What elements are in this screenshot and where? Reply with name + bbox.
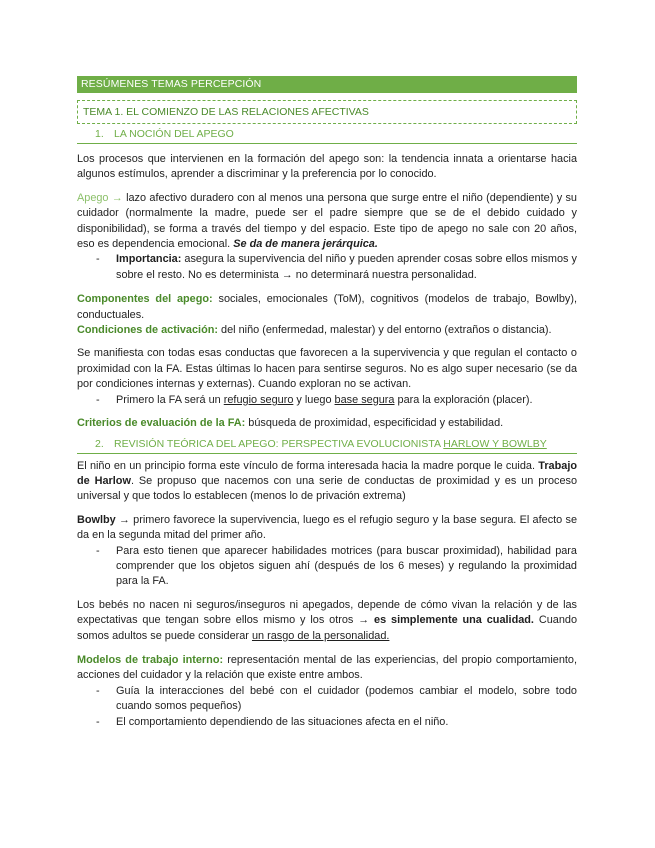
paragraph-bebes: Los bebés no nacen ni seguros/inseguros ni apegados, depende de cómo vivan la relación y de las expectativas que tengan sobre ellos mismo y los otros → es simplemente una cualidad. Cuando somos adultos se puede considerar un rasgo de la personalidad. [77, 598, 578, 642]
bullet-list-2 [77, 393, 577, 408]
list-item: - El comportamiento dependiendo de las situaciones afecta en el niño. [96, 715, 449, 728]
paragraph-manifiesta: Se manifiesta con todas esas conductas que favorecen a la supervivencia y que regulan el contacto o proximidad con la FA. Estas últimas lo hacen para sentirse seguros. No es algo super necesario (se da por condiciones internas y externas). Cuando exploran no se activan. [77, 347, 577, 391]
paragraph-harlow: El niño en un principio forma este vínculo de forma interesada hacia la madre porque le cuida. Trabajo de Harlow. Se propuso que nacemos con una serie de conductas de proximidad y es un proceso universal y que todos lo establecen (menos lo de privación extrema) [77, 459, 577, 503]
bullet-list-3 [77, 544, 577, 590]
section-heading-2: 2. REVISIÓN TEÓRICA DEL APEGO: PERSPECTIVA EVOLUCIONISTA HARLOW Y BOWLBY [77, 437, 577, 454]
term-apego: Apego → [77, 191, 123, 204]
paragraph-componentes: Componentes del apego: sociales, emocionales (ToM), cognitivos (modelos de trabajo, Bowlby), conductuales. [77, 293, 578, 321]
section-number: 1. [95, 128, 104, 140]
section-heading-1 [77, 127, 577, 144]
section-title: LA NOCIÓN DEL APEGO [114, 128, 234, 140]
bullet-list-1 [77, 252, 577, 283]
list-item: - Guía la interacciones del bebé con el cuidador (podemos cambiar el modelo, sobre todo cuando somos pequeños) [96, 684, 577, 713]
paragraph-criterios: Criterios de evaluación de la FA: búsqueda de proximidad, especificidad y estabilidad. [77, 417, 504, 430]
paragraph-procesos: Los procesos que intervienen en la formación del apego son: la tendencia innata a orientarse hacia algunos estímulos, aprender a discriminar y la preferencia por lo conocido. [77, 153, 577, 181]
list-item: - Importancia: asegura la supervivencia del niño y pueden aprender cosas sobre ellos mismos y sobre el resto. No es determinista → no determinará nuestra personalidad. [96, 253, 577, 281]
document-title-banner: RESÚMENES TEMAS PERCEPCIÓN [77, 76, 577, 93]
bullet-list-4 [77, 684, 577, 730]
paragraph-modelos: Modelos de trabajo interno: representación mental de las experiencias, del propio comportamiento, acciones del cuidador y la relación que existe entre ambos. [77, 653, 577, 682]
list-item: - Primero la FA será un refugio seguro y luego base segura para la exploración (placer). [96, 393, 533, 406]
paragraph-condiciones: Condiciones de activación: del niño (enfermedad, malestar) y del entorno (extraños o distancia). [77, 324, 552, 337]
document-page [77, 76, 577, 730]
list-item: - Para esto tienen que aparecer habilidades motrices (para buscar proximidad), habilidad para comprender que los objetos siguen ahí (después de los 6 meses) y regulando la proximidad para la FA. [96, 544, 577, 588]
emphasis-jerarquica: Se da de manera jerárquica. [233, 238, 378, 251]
paragraph-apego: Apego → lazo afectivo duradero con al menos una persona que surge entre el niño (dependiente) y su cuidador (normalmente la madre, puede ser el padre siempre que se de el debido cuidado y disponibilidad), se forma a través del tiempo y del espacio. Este tipo de apego no sale con 20 años, eso es dependencia emocional. Se da de manera jerárquica. [77, 191, 577, 251]
paragraph-bowlby: Bowlby → primero favorece la supervivencia, luego es el refugio seguro y la base segura. El afecto se da en la segunda mitad del primer año. [77, 513, 577, 542]
tema-heading: TEMA 1. EL COMIENZO DE LAS RELACIONES AFECTIVAS [77, 100, 577, 124]
